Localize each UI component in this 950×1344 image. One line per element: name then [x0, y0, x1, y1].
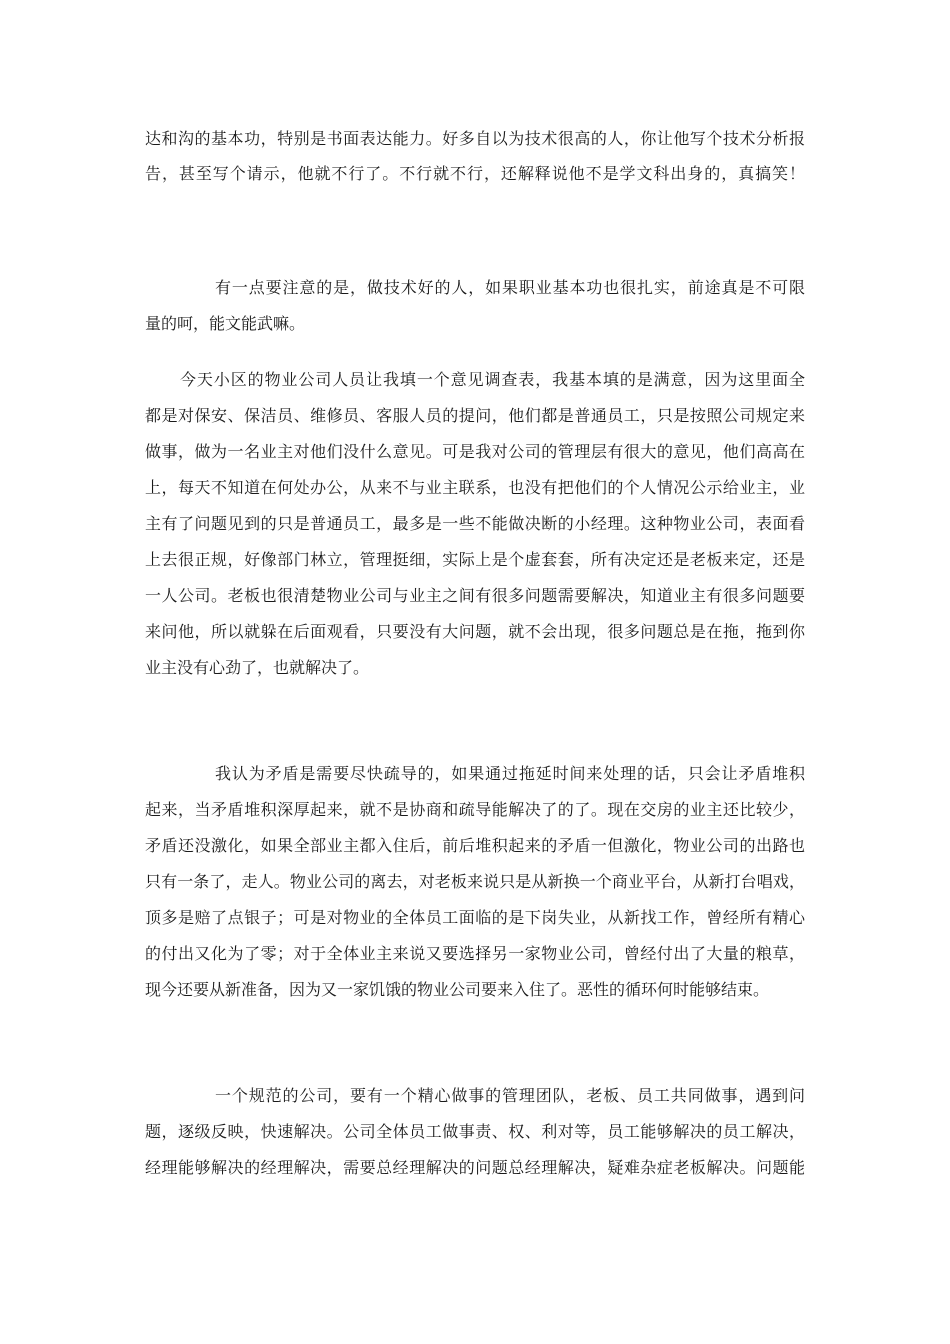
text-line: 量的呵，能文能武嘛。 [145, 314, 306, 333]
text-line: 起来，当矛盾堆积深厚起来，就不是协商和疏导能解决了的了。现在交房的业主还比较少， [145, 800, 805, 819]
text-line: 现今还要从新准备，因为又一家饥饿的物业公司要来入住了。恶性的循环何时能够结束。 [145, 980, 770, 999]
text-line: 都是对保安、保洁员、维修员、客服人员的提问，他们都是普通员工，只是按照公司规定来 [145, 406, 805, 425]
text-line: 题，逐级反映，快速解决。公司全体员工做事责、权、利对等，员工能够解决的员工解决， [145, 1122, 805, 1141]
text-line: 我认为矛盾是需要尽快疏导的，如果通过拖延时间来处理的话，只会让矛盾堆积 [215, 764, 805, 783]
text-line: 一人公司。老板也很清楚物业公司与业主之间有很多问题需要解决，知道业主有很多问题要 [145, 586, 805, 605]
text-line: 有一点要注意的是，做技术好的人，如果职业基本功也很扎实，前途真是不可限 [215, 278, 805, 297]
text-line: 做事，做为一名业主对他们没什么意见。可是我对公司的管理层有很大的意见，他们高高在 [145, 442, 805, 461]
text-line: 一个规范的公司，要有一个精心做事的管理团队，老板、员工共同做事，遇到问 [215, 1086, 805, 1105]
text-line: 经理能够解决的经理解决，需要总经理解决的问题总经理解决，疑难杂症老板解决。问题能 [145, 1158, 805, 1177]
text-line: 只有一条了，走人。物业公司的离去，对老板来说只是从新换一个商业平台，从新打台唱戏， [145, 872, 805, 891]
text-line: 上去很正规，好像部门林立，管理挺细，实际上是个虚套套，所有决定还是老板来定，还是 [145, 550, 805, 569]
text-line: 今天小区的物业公司人员让我填一个意见调查表，我基本填的是满意，因为这里面全 [180, 370, 805, 389]
text-line: 来问他，所以就躲在后面观看，只要没有大问题，就不会出现，很多问题总是在拖，拖到你 [145, 622, 805, 641]
text-line: 上，每天不知道在何处办公，从来不与业主联系，也没有把他们的个人情况公示给业主，业 [145, 478, 805, 497]
text-line: 主有了问题见到的只是普通员工，最多是一些不能做决断的小经理。这种物业公司，表面看 [145, 514, 805, 533]
text-line: 顶多是赔了点银子；可是对物业的全体员工面临的是下岗失业，从新找工作，曾经所有精心 [145, 908, 805, 927]
text-line: 业主没有心劲了，也就解决了。 [145, 658, 370, 677]
text-line: 达和沟的基本功，特别是书面表达能力。好多自以为技术很高的人，你让他写个技术分析报 [145, 129, 805, 148]
text-line: 的付出又化为了零；对于全体业主来说又要选择另一家物业公司，曾经付出了大量的粮草， [145, 944, 805, 963]
text-line: 告，甚至写个请示，他就不行了。不行就不行，还解释说他不是学文科出身的，真搞笑！ [145, 164, 805, 183]
text-line: 矛盾还没激化，如果全部业主都入住后，前后堆积起来的矛盾一但激化，物业公司的出路也 [145, 836, 805, 855]
